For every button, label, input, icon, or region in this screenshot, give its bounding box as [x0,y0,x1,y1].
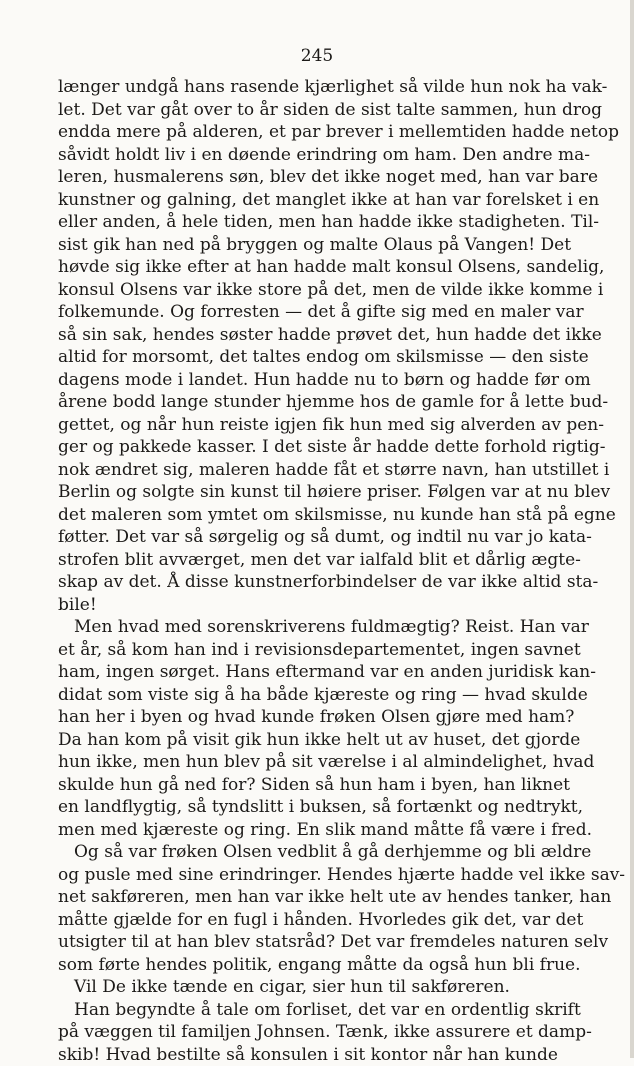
text-line: måtte gjælde for en fugl i hånden. Hvorledes gik det, var det [58,909,545,932]
text-line: længer undgå hans rasende kjærlighet så vilde hun nok ha vak- [58,76,545,99]
text-line: sist gik han ned på bryggen og malte Olaus på Vangen! Det [58,234,545,257]
text-line: Men hvad med sorenskriverens fuldmægtig? Reist. Han var [58,616,545,639]
text-line: net sakføreren, men han var ikke helt ute av hendes tanker, han [58,886,545,909]
text-line: Og så var frøken Olsen vedblit å gå derhjemme og bli ældre [58,841,545,864]
text-line: konsul Olsens var ikke store på det, men de vilde ikke komme i [58,279,545,302]
page-number: 245 [0,46,634,66]
paragraph [58,76,545,616]
text-line: eller anden, å hele tiden, men han hadde ikke stadigheten. Til- [58,211,545,234]
body-text [58,76,545,1066]
text-line: som førte hendes politik, engang måtte da også hun bli frue. [58,954,545,977]
text-line: hun ikke, men hun blev på sit værelse i al almindelighet, hvad [58,751,545,774]
text-line: skib! Hvad bestilte så konsulen i sit kontor når han kunde [58,1044,545,1066]
text-line: såvidt holdt liv i en døende erindring om ham. Den andre ma- [58,144,545,167]
text-line: gettet, og når hun reiste igjen fik hun med sig alverden av pen- [58,414,545,437]
text-line: ham, ingen sørget. Hans eftermand var en anden juridisk kan- [58,661,545,684]
text-line: høvde sig ikke efter at han hadde malt konsul Olsens, sandelig, [58,256,545,279]
text-line: på væggen til familjen Johnsen. Tænk, ikke assurere et damp- [58,1021,545,1044]
text-line: endda mere på alderen, et par brever i mellemtiden hadde netop [58,121,545,144]
text-line: han her i byen og hvad kunde frøken Olsen gjøre med ham? [58,706,545,729]
text-line: Han begyndte å tale om forliset, det var en ordentlig skrift [58,999,545,1022]
text-line: kunstner og galning, det manglet ikke at han var forelsket i en [58,189,545,212]
paragraph [58,976,545,999]
text-line: folkemunde. Og forresten — det å gifte sig med en maler var [58,301,545,324]
text-line: strofen blit avværget, men det var ialfald blit et dårlig ægte- [58,549,545,572]
text-line: let. Det var gåt over to år siden de sist talte sammen, hun drog [58,99,545,122]
text-line: altid for morsomt, det taltes endog om skilsmisse — den siste [58,346,545,369]
page-edge [630,0,634,1058]
text-line: føtter. Det var så sørgelig og så dumt, og indtil nu var jo kata- [58,526,545,549]
text-line: leren, husmalerens søn, blev det ikke noget med, han var bare [58,166,545,189]
text-line: ger og pakkede kasser. I det siste år hadde dette forhold rigtig- [58,436,545,459]
text-line: årene bodd lange stunder hjemme hos de gamle for å lette bud- [58,391,545,414]
text-line: dagens mode i landet. Hun hadde nu to børn og hadde før om [58,369,545,392]
text-line: Berlin og solgte sin kunst til høiere priser. Følgen var at nu blev [58,481,545,504]
text-line: didat som viste sig å ha både kjæreste og ring — hvad skulde [58,684,545,707]
text-line: men med kjæreste og ring. En slik mand måtte få være i fred. [58,819,545,842]
text-line: så sin sak, hendes søster hadde prøvet det, hun hadde det ikke [58,324,545,347]
text-line: Vil De ikke tænde en cigar, sier hun til sakføreren. [58,976,545,999]
text-line: et år, så kom han ind i revisionsdepartementet, ingen savnet [58,639,545,662]
paragraph [58,841,545,976]
text-line: det maleren som ymtet om skilsmisse, nu kunde han stå på egne [58,504,545,527]
text-line: utsigter til at han blev statsråd? Det var fremdeles naturen selv [58,931,545,954]
paragraph [58,616,545,841]
text-line: skap av det. Å disse kunstnerforbindelser de var ikke altid sta- [58,571,545,594]
text-line: skulde hun gå ned for? Siden så hun ham i byen, han liknet [58,774,545,797]
text-line: Da han kom på visit gik hun ikke helt ut av huset, det gjorde [58,729,545,752]
paragraph [58,999,545,1066]
text-line: en landflygtig, så tyndslitt i buksen, så fortænkt og nedtrykt, [58,796,545,819]
text-line: og pusle med sine erindringer. Hendes hjærte hadde vel ikke sav- [58,864,545,887]
text-line: nok ændret sig, maleren hadde fåt et større navn, han utstillet i [58,459,545,482]
text-line: bile! [58,594,545,617]
